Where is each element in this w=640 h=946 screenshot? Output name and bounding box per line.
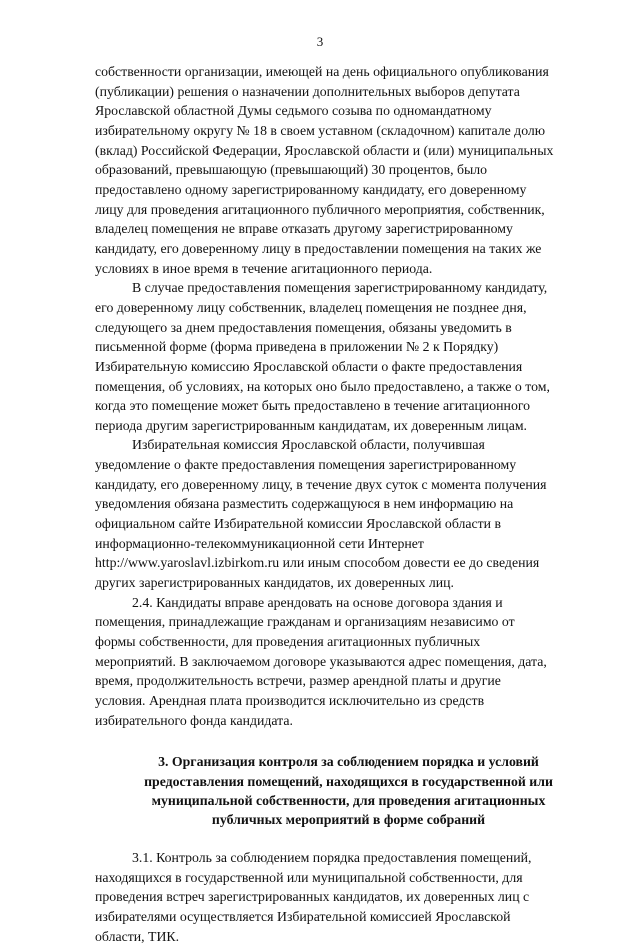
paragraph-commission-publication: Избирательная комиссия Ярославской области, получившая уведомление о факте предоставления помещения зарегистрированному кандидату, его доверенному лицу, в течение двух суток с момента получения уведомления обязана разместить содержащуюся в нем информацию на официальном сайте Избирательной комиссии Ярославской области в информационно-телекоммуникационной сети Интернет http://www.yaroslavl.izbirkom.ru или иным способом довести ее до сведения других зарегистрированных кандидатов, их доверенных лиц. [95,437,547,591]
page-number: 3 [316,34,324,49]
paragraph-3-1-control: 3.1. Контроль за соблюдением порядка предоставления помещений, находящихся в государственной или муниципальной собственности, для проведения встреч зарегистрированных кандидатов, их доверенных лиц с избирателями осуществляется Избирательной комиссией Ярославской области, ТИК. [95,850,532,944]
paragraph-notification-duty: В случае предоставления помещения зарегистрированному кандидату, его доверенному лицу собственник, владелец помещения не позднее дня, следующего за днем предоставления помещения, обязаны уведомить в письменной форме (форма приведена в приложении № 2 к Порядку) Избирательную комиссию Ярославской области о факте предоставления помещения, об условиях, на которых оно было предоставлено, а также о том, когда это помещение может быть предоставлено в течение агитационного периода другим зарегистрированным кандидатам, их доверенным лицам. [95,280,550,433]
document-body [95,62,602,946]
paragraph-2-4-rental: 2.4. Кандидаты вправе арендовать на основе договора здания и помещения, принадлежащие гражданам и организациям независимо от формы собственности, для проведения агитационных публичных мероприятий. В заключаемом договоре указываются адрес помещения, дата, время, продолжительность встречи, размер арендной платы и другие условия. Арендная плата производится исключительно из средств избирательного фонда кандидата. [95,594,547,728]
section-3-heading: 3. Организация контроля за соблюдением порядка и условий предоставления помещений, находящихся в государственной или муниципальной собственности, для проведения агитационных публичных мероприятий в форме собраний [144,754,553,827]
paragraph-continuation: собственности организации, имеющей на день официального опубликования (публикации) решения о назначении дополнительных выборов депутата Ярославской областной Думы седьмого созыва по одномандатному избирательному округу № 18 в своем уставном (складочном) капитале долю (вклад) Российской Федерации, Ярославской области и (или) муниципальных образований, превышающую (превышающий) 30 процентов, было предоставлено одному зарегистрированному кандидату, его доверенному лицу для проведения агитационного публичного мероприятия, собственник, владелец помещения не вправе отказать другому зарегистрированному кандидату, его доверенному лицу в предоставлении помещения на таких же условиях в иное время в течение агитационного периода. [95,64,554,276]
